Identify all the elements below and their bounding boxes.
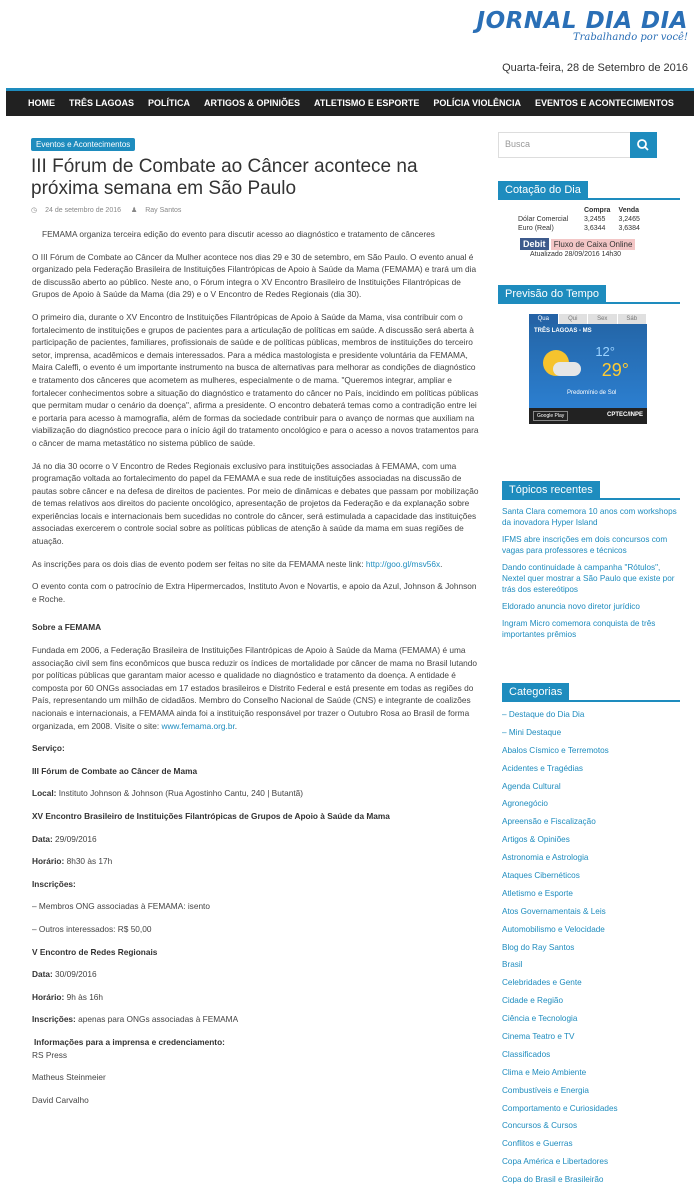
category-item[interactable]: Apreensão e Fiscalização [502, 817, 596, 827]
article-author[interactable]: Ray Santos [145, 207, 182, 214]
temp-min: 12° [595, 344, 615, 359]
list-item[interactable]: Dando continuidade à campanha "Rótulos", Nextel quer mostrar a São Paulo que existe por trás dos estereótipos [502, 563, 675, 594]
nav-atletismo[interactable]: ATLETISMO E ESPORTE [314, 98, 420, 108]
debit-banner[interactable] [520, 239, 680, 249]
category-item[interactable]: Artigos & Opiniões [502, 835, 570, 845]
article-body [32, 228, 480, 1106]
section-heading: Serviço: [32, 743, 65, 754]
weather-description: Predomínio de Sol [567, 390, 617, 396]
field-label: Data: [32, 969, 53, 980]
logo-title: JORNAL DIA DIA [476, 8, 688, 34]
field-value: 9h às 16h [64, 991, 104, 1002]
field-value: 29/09/2016 [52, 833, 97, 844]
article [24, 134, 484, 1116]
paragraph: O III Fórum de Combate ao Câncer da Mulher acontece nos dias 29 e 30 de setembro, em São Paulo. O evento anual é organizado pela Federação Brasileira de Instituições Filantrópicas de Apoio à Saúde da Mama (FEMAMA) e trará um dia de discussão aberto ao público. Neste ano, o Fórum integra o XV Encontro Brasileiro de Instituições Filantrópicas de Grupos de Apoio à Saúde da Mama (dia 29) e o V Encontro de Redes Regionais (dia 30). [32, 251, 477, 300]
weather-city: TRÊS LAGOAS - MS [534, 328, 592, 334]
category-item[interactable]: Copa do Brasil e Brasileirão [502, 1175, 604, 1185]
category-item[interactable]: Agronegócio [502, 799, 548, 809]
temp-max: 29° [601, 360, 629, 380]
category-item[interactable]: Acidentes e Tragédias [502, 763, 584, 773]
article-meta [31, 206, 484, 214]
article-date[interactable]: 24 de setembro de 2016 [45, 207, 121, 214]
table-cell: Euro (Real) [518, 225, 554, 232]
categorias-widget-title [502, 682, 680, 702]
field-label: Local: [32, 788, 57, 799]
field-label: Data: [32, 833, 53, 844]
section-heading: Sobre a FEMAMA [32, 622, 102, 633]
field-label: Inscrições: [32, 1014, 76, 1025]
search-form [498, 132, 680, 158]
category-item[interactable]: Astronomia e Astrologia [502, 853, 589, 863]
category-item[interactable]: Cinema Teatro e TV [502, 1032, 575, 1042]
category-item[interactable]: Atletismo e Esporte [502, 888, 573, 898]
search-input[interactable]: Busca [498, 132, 634, 158]
current-date: Quarta-feira, 28 de Setembro de 2016 [502, 62, 688, 74]
event-title: V Encontro de Redes Regionais [32, 946, 158, 957]
currency-table [518, 206, 648, 233]
category-item[interactable]: – Mini Destaque [502, 727, 562, 737]
nav-artigos[interactable]: ARTIGOS & OPINIÕES [204, 98, 301, 108]
paragraph: O evento conta com o patrocínio de Extra Hipermercados, Instituto Avon e Novartis, e apoio da Azul, Johnson & Johnson e Roche. [32, 581, 477, 604]
field-label: Horário: [32, 991, 65, 1002]
cotacao-widget-title [498, 180, 680, 200]
nav-policia[interactable]: POLÍCIA VIOLÊNCIA [433, 98, 522, 108]
femama-link[interactable]: www.femama.org.br [161, 720, 235, 731]
paragraph-text: As inscrições para os dois dias de evento podem ser feitas no site da FEMAMA neste link: [32, 558, 366, 569]
paragraph: Já no dia 30 ocorre o V Encontro de Redes Regionais exclusivo para instituições associadas à FEMAMA, com uma programação voltada ao fortalecimento do papel da FEMAMA e sua rede de instituições associadas na discussão de pautas sobre câncer e na defesa de direitos de pacientes. Por meio de dinâmicas e debates que passam por mobilização de temas relativos aos direitos do paciente oncológico, apresentação de projetos da Federação e da explanação sobre experiências locais e internacionais bem sucedidas no controle do câncer, será estimulada a capacidade das instituições associadas exercerem o controle social sobre as políticas públicas de atenção à saúde da mama em suas regiões de atuação. [32, 460, 479, 547]
widget-title-text: Tópicos recentes [502, 481, 600, 499]
contact-line: Matheus Steinmeier [32, 1072, 106, 1083]
table-row [518, 224, 648, 233]
fluxo-link[interactable]: Fluxo de Caixa Online [551, 239, 636, 250]
category-item[interactable]: Agenda Cultural [502, 781, 561, 791]
category-item[interactable]: Copa América e Libertadores [502, 1157, 609, 1167]
category-item[interactable]: Blog do Ray Santos [502, 942, 575, 952]
table-cell: 3,6344 [584, 225, 606, 232]
category-item[interactable]: – Destaque do Dia Dia [502, 710, 585, 719]
table-header: Venda [618, 207, 640, 214]
sidebar [498, 132, 680, 1185]
table-cell: 3,2455 [584, 216, 606, 223]
section-heading: Informações para a imprensa e credenciamento: [34, 1036, 225, 1047]
site-logo[interactable] [477, 8, 688, 43]
table-cell: 3,6384 [618, 225, 640, 232]
field-label: Horário: [32, 856, 65, 867]
field-value: – Membros ONG associadas à FEMAMA: isento [32, 901, 210, 912]
cptec-logo: CPTEC/INPE [606, 412, 643, 418]
category-item[interactable]: Comportamento e Curiosidades [502, 1103, 618, 1113]
list-item[interactable]: IFMS abre inscrições em dois concursos com vagas para professores e técnicos [502, 535, 668, 555]
registration-link[interactable]: http://goo.gl/msv56x [365, 558, 441, 569]
list-item[interactable]: Ingram Micro comemora conquista de três importantes prêmios [502, 619, 656, 639]
list-item[interactable]: Eldorado anuncia novo diretor jurídico [502, 602, 640, 611]
table-cell: Dólar Comercial [518, 216, 569, 223]
widget-title-text: Previsão do Tempo [498, 285, 606, 303]
search-button[interactable] [630, 132, 657, 158]
update-time: Atualizado 28/09/2016 14h30 [530, 251, 622, 258]
main-nav [6, 88, 694, 116]
article-lead: FEMAMA organiza terceira edição do evento para discutir acesso ao diagnóstico e tratamento de cânceres [42, 229, 435, 239]
nav-eventos[interactable]: EVENTOS E ACONTECIMENTOS [535, 98, 674, 108]
paragraph [32, 644, 480, 732]
clock-icon: ◷ [31, 207, 38, 214]
category-item[interactable]: Ataques Cibernéticos [502, 871, 580, 881]
logo-tagline: Trabalhando por você! [572, 32, 688, 43]
topicos-widget-title [502, 480, 680, 500]
table-cell: 3,2465 [618, 216, 640, 223]
table-header [518, 206, 584, 215]
nav-home[interactable]: HOME [28, 98, 55, 108]
category-item[interactable]: Cidade e Região [502, 996, 563, 1006]
field-value: – Outros interessados: R$ 50,00 [32, 923, 152, 934]
category-item[interactable]: Celebridades e Gente [502, 978, 582, 988]
field-value: Instituto Johnson & Johnson (Rua Agostinho Cantu, 240 | Butantã) [56, 788, 304, 799]
event-title: III Fórum de Combate ao Câncer de Mama [32, 765, 198, 776]
category-item[interactable]: Conflitos e Guerras [502, 1139, 573, 1149]
paragraph-text: . [234, 720, 238, 731]
tab-sab[interactable]: Sáb [618, 314, 647, 324]
search-icon [630, 132, 657, 158]
recent-topics-list [502, 506, 680, 640]
category-item[interactable]: Clima e Meio Ambiente [502, 1067, 587, 1077]
article-title: III Fórum de Combate ao Câncer acontece na próxima semana em São Paulo [31, 156, 418, 199]
category-item[interactable]: Combustíveis e Energia [502, 1085, 589, 1095]
field-label: Inscrições: [32, 878, 76, 889]
tab-qua[interactable]: Qua [529, 314, 558, 324]
paragraph-text: Fundada em 2006, a Federação Brasileira de Instituições Filantrópicas de Apoio à Saúde da Mama (FEMAMA) é uma associação civil sem fins econômicos que busca reduzir os índices de mortalidade por câncer de mama no Brasil lutando por políticas públicas que garantam maior acesso e qualidade no diagnóstico e tratamento da doença. A entidade é composta por 60 ONGs associadas em 17 estados brasileiros e Distrito Federal e está presente em todas as regiões do País, representando um milhão de cidadãos. Membro do Conselho Nacional de Saúde (CNS) e integrante de coalizões nacionais e internacionais, a FEMAMA ainda foi a instituição responsável por trazer o Outubro Rosa ao Brasil de forma organizada, em 2008. Visite o site: [32, 645, 478, 731]
tab-qui[interactable]: Qui [559, 314, 588, 324]
list-item[interactable]: Santa Clara comemora 10 anos com workshops da inovadora Hyper Island [502, 507, 677, 527]
weather-widget [529, 314, 647, 424]
nav-politica[interactable]: POLÍTICA [148, 98, 191, 108]
field-value: 30/09/2016 [52, 969, 97, 980]
category-item[interactable]: Classificados [502, 1049, 551, 1059]
category-item[interactable]: Automobilismo e Velocidade [502, 924, 605, 934]
nav-tres-lagoas[interactable]: TRÊS LAGOAS [69, 98, 135, 108]
widget-title-text: Categorias [502, 683, 569, 701]
site-header [6, 0, 694, 88]
event-title: XV Encontro Brasileiro de Instituições Filantrópicas de Grupos de Apoio à Saúde da Mama [32, 810, 390, 821]
contact-line: David Carvalho [32, 1094, 89, 1105]
field-value: apenas para ONGs associadas à FEMAMA [75, 1014, 239, 1025]
category-item[interactable]: Ciência e Tecnologia [502, 1014, 578, 1024]
category-item[interactable]: Abalos Císmico e Terremotos [502, 745, 609, 755]
google-play-badge[interactable]: Google Play [533, 411, 568, 421]
paragraph [32, 558, 480, 571]
category-badge[interactable]: Eventos e Acontecimentos [31, 138, 135, 151]
field-value: 8h30 às 17h [64, 856, 113, 867]
debit-logo: Debit [520, 238, 549, 250]
table-header: Compra [584, 207, 611, 214]
table-row [518, 215, 648, 224]
categories-list [502, 706, 680, 1189]
paragraph: O primeiro dia, durante o XV Encontro de Instituições Filantrópicas de Apoio à Saúde da Mama, visa contribuir com o fortalecimento de instituições e grupos de pacientes para a articulação de políticas em saúde. A discussão será aberta à participação de pacientes, familiares, profissionais de saúde e de políticas públicas, membros de instituições do terceiro setor, imprensa, acadêmicos e demais interessados. Para a médica mastologista e presidente voluntária da FEMAMA, Maira Caleffi, o evento é um importante instrumento na busca de alternativas para melhorar as condições de diagnóstico e tratamento dos cânceres que acometem as mulheres, especialmente o de mama. "Queremos integrar, ampliar e fortalecer conhecimentos sobre a situação do diagnóstico e tratamento do câncer no País, incidindo em políticas públicas que permitam mudar o cenário da doença", afirma a presidente. O encontro debaterá temas como a contradição entre lei e portaria para acesso à mamografia, além de formas da sociedade contribuir para o avanço de normas que auxiliam na viabilização do diagnóstico precoce para o início ágil do tratamento oncológico e para o acesso a novos tratamentos para o câncer de mama metastático no sistema público de saúde. [32, 311, 479, 448]
widget-title-text: Cotação do Dia [498, 181, 588, 199]
cloud-icon [553, 362, 581, 376]
paragraph-text: . [440, 558, 443, 569]
user-icon: ♟ [130, 207, 138, 214]
category-item[interactable]: Concursos & Cursos [502, 1121, 578, 1131]
previsao-widget-title [498, 284, 680, 304]
category-item[interactable]: Atos Governamentais & Leis [502, 906, 606, 916]
category-item[interactable]: Brasil [502, 960, 523, 970]
contact-line: RS Press [32, 1049, 68, 1060]
tab-sex[interactable]: Sex [588, 314, 617, 324]
